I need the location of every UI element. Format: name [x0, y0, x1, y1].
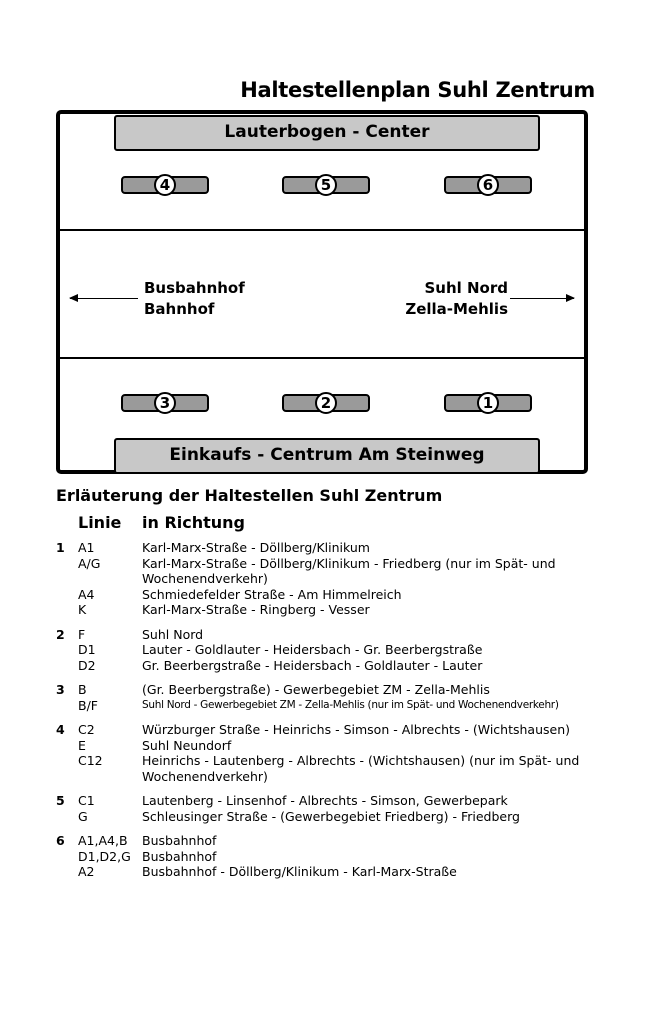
destination-label: Suhl Nord: [424, 279, 508, 297]
legend-row: [56, 587, 636, 603]
legend-list: [56, 540, 636, 889]
direction-text: Gr. Beerbergstraße - Heidersbach - Goldlauter - Lauter: [142, 657, 483, 673]
stop-number: 6: [56, 833, 65, 848]
direction-text: Karl-Marx-Straße - Döllberg/Klinikum: [142, 540, 370, 555]
legend-row: [56, 849, 636, 865]
line-code: D2: [78, 657, 96, 673]
building-einkaufs-centrum: Einkaufs - Centrum Am Steinweg: [114, 438, 540, 474]
direction-text: Schmiedefelder Straße - Am Himmelreich: [142, 586, 402, 602]
arrow-right-icon: [510, 298, 574, 299]
road-edge-bottom: [60, 357, 584, 359]
legend-row: [56, 658, 636, 674]
line-code: E: [78, 737, 86, 753]
legend-row: [56, 809, 636, 825]
column-header-line: Linie: [78, 513, 122, 532]
legend-row: [56, 753, 636, 784]
stop-1[interactable]: [444, 394, 532, 412]
stop-2[interactable]: [282, 394, 370, 412]
line-code: G: [78, 808, 88, 824]
direction-text: Suhl Neundorf: [142, 737, 232, 753]
line-code: C1: [78, 793, 95, 808]
legend-group-6: [56, 833, 636, 880]
legend-group-2: [56, 627, 636, 674]
stop-number: 4: [154, 174, 176, 196]
direction-text: Suhl Nord: [142, 626, 204, 642]
legend-title: Erläuterung der Haltestellen Suhl Zentrum: [56, 486, 443, 505]
direction-text: Karl-Marx-Straße - Ringberg - Vesser: [142, 602, 370, 617]
stop-number: 2: [56, 626, 65, 642]
line-code: A/G: [78, 555, 101, 571]
stop-number: 2: [315, 392, 337, 414]
stop-number: 4: [56, 722, 65, 737]
stop-number: 5: [56, 793, 65, 808]
road-edge-top: [60, 229, 584, 231]
stop-number: 5: [315, 174, 337, 196]
line-code: D1,D2,G: [78, 848, 131, 864]
stop-5[interactable]: [282, 176, 370, 194]
legend-row: [56, 642, 636, 658]
line-code: A1,A4,B: [78, 833, 128, 848]
building-lauterbogen-center: Lauterbogen - Center: [114, 115, 540, 151]
direction-text: Heinrichs - Lautenberg - Albrechts - (Wichtshausen) (nur im Spät- und Wochenendverkehr): [142, 753, 580, 784]
stop-4[interactable]: [121, 176, 209, 194]
direction-text: Busbahnhof: [142, 848, 217, 864]
arrow-left-icon: [70, 298, 138, 299]
direction-text: (Gr. Beerbergstraße) - Gewerbegebiet ZM - Zella-Mehlis: [142, 682, 490, 697]
line-code: K: [78, 602, 87, 617]
direction-text: Lautenberg - Linsenhof - Albrechts - Simson, Gewerbepark: [142, 793, 508, 808]
stop-plan: [56, 110, 588, 474]
destination-label: Busbahnhof: [144, 279, 245, 297]
legend-row: [56, 738, 636, 754]
legend-group-1: [56, 540, 636, 618]
direction-text: Lauter - Goldlauter - Heidersbach - Gr. Beerbergstraße: [142, 642, 483, 657]
line-code: D1: [78, 642, 96, 657]
line-code: C12: [78, 753, 103, 768]
direction-text: Busbahnhof - Döllberg/Klinikum - Karl-Marx-Straße: [142, 864, 457, 879]
direction-text: Busbahnhof: [142, 833, 217, 848]
stop-6[interactable]: [444, 176, 532, 194]
line-code: F: [78, 626, 86, 642]
destination-left: [144, 278, 245, 320]
legend-group-4: [56, 722, 636, 784]
page-title: Haltestellenplan Suhl Zentrum: [240, 78, 595, 102]
line-code: B/F: [78, 697, 98, 713]
stop-number: 1: [477, 392, 499, 414]
legend-row: [56, 682, 636, 698]
legend-row: [56, 540, 636, 556]
legend-row: [56, 864, 636, 880]
destination-right: [405, 278, 508, 320]
stop-number: 3: [56, 682, 65, 697]
legend-row: [56, 722, 636, 738]
legend-group-5: [56, 793, 636, 824]
stop-number: 6: [477, 174, 499, 196]
direction-text: Suhl Nord - Gewerbegebiet ZM - Zella-Mehlis (nur im Spät- und Wochenendverkehr): [142, 698, 559, 711]
legend-row: [56, 556, 636, 587]
legend-row: [56, 602, 636, 618]
column-header-direction: in Richtung: [142, 513, 246, 532]
stop-number: 3: [154, 392, 176, 414]
legend-row: [56, 627, 636, 643]
legend-row: [56, 793, 636, 809]
direction-text: Karl-Marx-Straße - Döllberg/Klinikum - Friedberg (nur im Spät- und Wochenendverkehr): [142, 555, 556, 586]
line-code: B: [78, 682, 87, 697]
direction-text: Schleusinger Straße - (Gewerbegebiet Friedberg) - Friedberg: [142, 808, 520, 824]
stop-3[interactable]: [121, 394, 209, 412]
line-code: A4: [78, 586, 95, 602]
line-code: A2: [78, 864, 95, 879]
destination-label: Zella-Mehlis: [405, 300, 508, 318]
destination-label: Bahnhof: [144, 300, 215, 318]
stop-number: 1: [56, 540, 65, 555]
legend-row: [56, 833, 636, 849]
line-code: A1: [78, 540, 95, 555]
line-code: C2: [78, 722, 95, 737]
legend-group-3: [56, 682, 636, 713]
legend-row: [56, 698, 636, 714]
direction-text: Würzburger Straße - Heinrichs - Simson - Albrechts - (Wichtshausen): [142, 722, 571, 737]
